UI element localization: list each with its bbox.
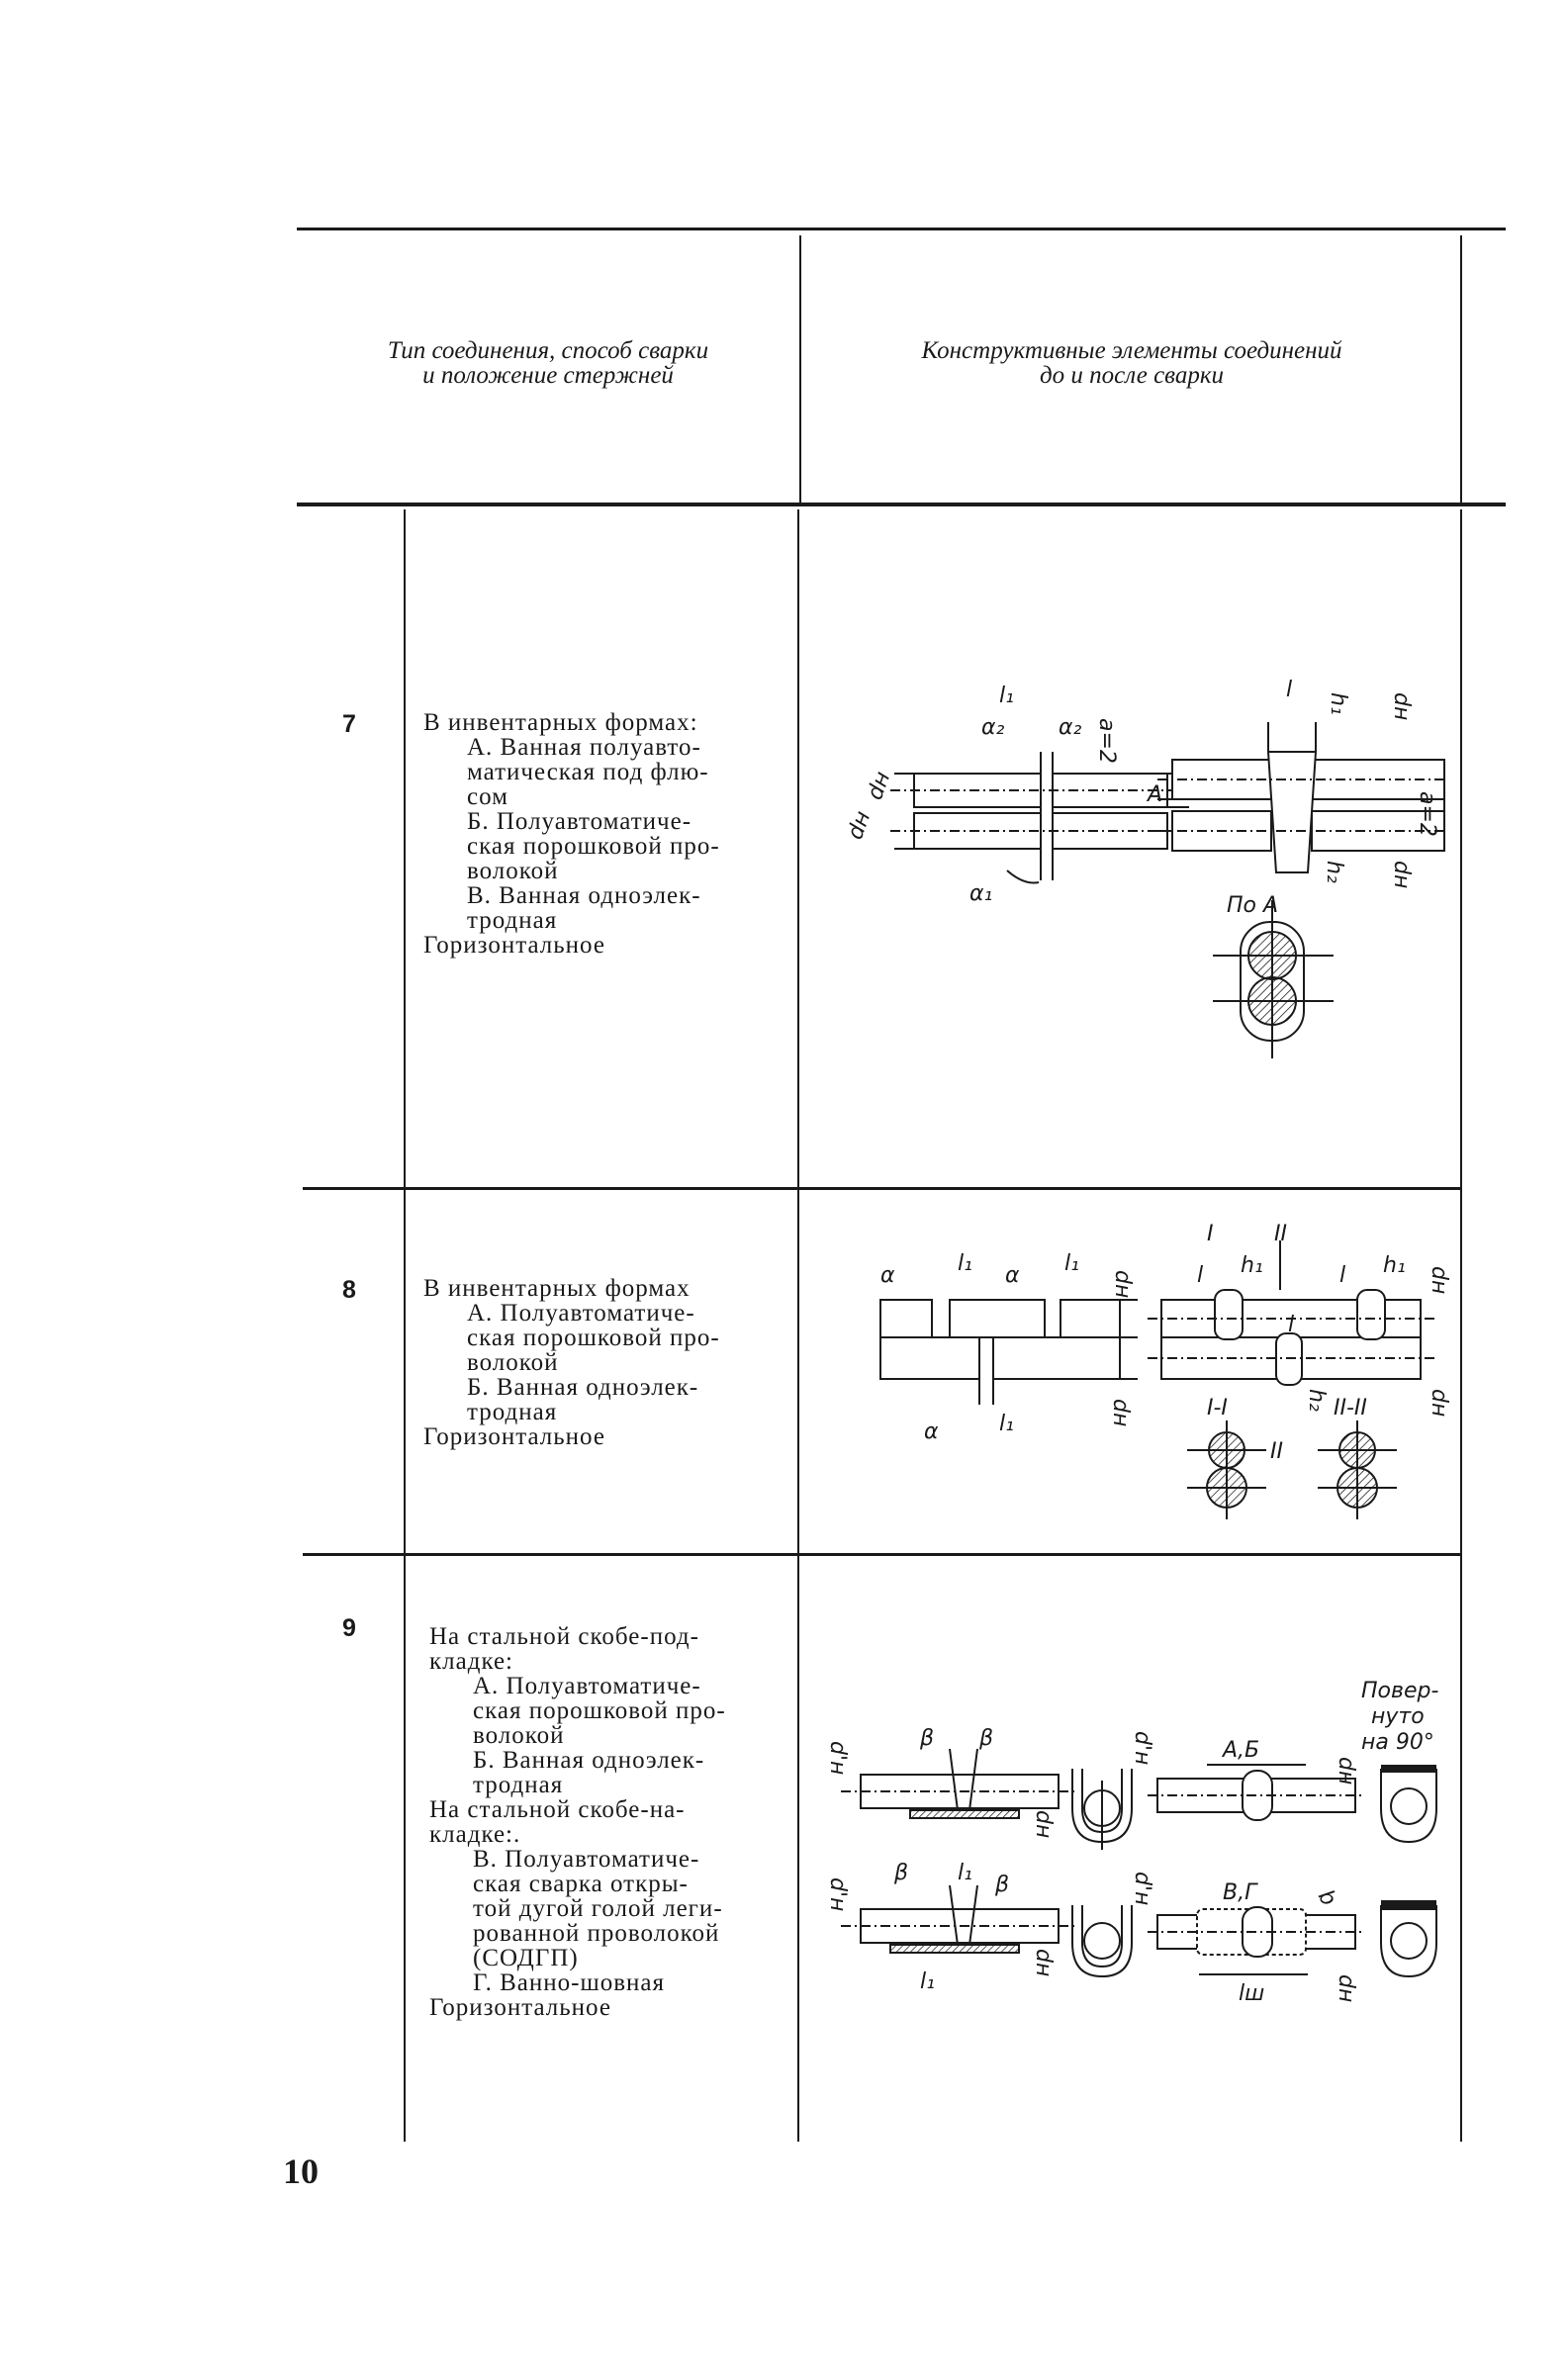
bar-section: [1391, 1788, 1427, 1824]
table-top-rule: [297, 228, 1506, 230]
dim-label: h₂: [1304, 1389, 1329, 1412]
header-bottom-rule: [297, 503, 1506, 506]
page-number: 10: [283, 2151, 319, 2191]
table-right-border-top: [1460, 235, 1462, 504]
dim-label: a=2: [1415, 791, 1439, 837]
bar: [880, 1337, 979, 1379]
dim-label: d'н: [1130, 1731, 1154, 1766]
joint-diagram-row9: [801, 1662, 1454, 2038]
cover-plate: [890, 1945, 1019, 1953]
dim-label: dн: [1334, 1974, 1358, 2003]
dim-label: l₁: [999, 1412, 1014, 1436]
dim-label: d'н: [1130, 1872, 1154, 1906]
body-right-border: [1460, 509, 1462, 2142]
bar: [950, 1300, 1045, 1337]
weld: [1268, 752, 1316, 872]
dim-label: l₁: [999, 684, 1014, 708]
dim-label: l₁: [958, 1251, 972, 1276]
section-label: I-I: [1207, 1396, 1228, 1420]
dim-label: l₁: [958, 1861, 972, 1885]
body-col-divider: [797, 509, 799, 2142]
backing-plate: [910, 1810, 1019, 1818]
row-description: В инвентарных формах: А. Ванная полуавто- матическая под флю- сом Б. Полуавтоматиче- ская порошковой про- волокой В. Ванная одноэлек- тродная Горизонтальное: [423, 709, 720, 959]
dim-label: l: [1288, 1313, 1295, 1337]
dim-label: l₁: [920, 1969, 935, 1994]
dim-label: α: [1005, 1263, 1020, 1288]
dim-label: dн: [843, 807, 876, 844]
dim-label: b: [1312, 1885, 1341, 1911]
dim-label: α: [924, 1419, 939, 1444]
row-separator: [303, 1553, 1462, 1556]
dim-label: h₁: [1383, 1253, 1406, 1278]
joint-diagram-row8: [851, 1211, 1454, 1543]
dim-label: α: [880, 1263, 895, 1288]
bar: [880, 1300, 932, 1337]
bar-section: [1084, 1923, 1120, 1959]
section-label: II-II: [1334, 1396, 1367, 1420]
section-label: В,Г: [1223, 1880, 1257, 1905]
section-mark: II: [1270, 1439, 1283, 1464]
row-separator: [303, 1187, 1462, 1190]
section-mark: I: [1207, 1222, 1214, 1246]
row-description: В инвентарных формах А. Полуавтоматиче- ская порошковой про- волокой Б. Ванная одноэлек- тродная Горизонтальное: [423, 1275, 720, 1450]
dim-label: dн: [1427, 1389, 1451, 1418]
bar: [993, 1337, 1120, 1379]
header-col2: Конструктивные элементы соединений до и после сварки: [921, 337, 1342, 389]
note: Повер-: [1361, 1679, 1439, 1703]
note: на 90°: [1361, 1730, 1434, 1755]
dim-label: l: [1197, 1263, 1204, 1288]
row-number: 7: [342, 710, 356, 738]
dim-label: β: [894, 1861, 909, 1885]
bar-section: [1391, 1923, 1427, 1959]
dim-label: dн: [1031, 1949, 1056, 1977]
body-num-divider: [404, 509, 406, 2142]
section-label: А,Б: [1223, 1738, 1260, 1763]
dim-label: l: [1286, 678, 1293, 702]
dim-label: dн: [1427, 1266, 1451, 1295]
section-mark: II: [1274, 1222, 1287, 1246]
dim-label: dн: [1110, 1270, 1135, 1299]
dim-label: h₁: [1326, 692, 1350, 715]
note: нуто: [1371, 1704, 1425, 1729]
dim-label: lш: [1239, 1981, 1265, 2006]
dim-label: l: [1339, 1263, 1346, 1288]
dim-label: dн: [1334, 1757, 1358, 1785]
dim-label: a=2: [1094, 718, 1119, 764]
dim-label: dн: [1031, 1810, 1056, 1839]
dim-label: α₁: [969, 881, 993, 906]
dim-label: h₁: [1241, 1253, 1263, 1278]
dim-label: l₁: [1064, 1251, 1079, 1276]
dim-label: α₂: [981, 715, 1005, 740]
dim-label: dн: [1389, 861, 1414, 889]
weld: [1215, 1290, 1243, 1339]
row-number: 9: [342, 1614, 356, 1642]
dim-label: α₂: [1059, 715, 1082, 740]
dim-label: β: [920, 1726, 935, 1751]
dim-label: dн: [1108, 1399, 1133, 1427]
dim-label: A: [1148, 782, 1163, 807]
dim-label: β: [995, 1873, 1010, 1897]
bar: [1060, 1300, 1120, 1337]
dim-label: d'н: [825, 1741, 850, 1776]
dim-label: dн: [1389, 692, 1414, 721]
dim-label: dн: [863, 768, 896, 804]
dim-label: h₂: [1322, 861, 1346, 883]
dim-label: β: [979, 1726, 994, 1751]
header-col-divider: [799, 235, 801, 503]
row-number: 8: [342, 1276, 356, 1304]
row-description: На стальной скобе-под- кладке: А. Полуавтоматиче- ская порошковой про- волокой Б. Ванная одноэлек- тродная На стальной скобе-на- кладке:. В. Полуавтоматиче- ская сварка откры- той дугой голой леги- рованной проволокой (СОДГП) Г. Ванно-шовная Горизонтальное: [429, 1623, 726, 2021]
joint-diagram-row7: [821, 653, 1454, 1108]
header-col1: Тип соединения, способ сварки и положение стержней: [387, 337, 709, 389]
section-label: По А: [1227, 893, 1279, 918]
dim-label: d'н: [825, 1877, 850, 1912]
weld: [1357, 1290, 1385, 1339]
